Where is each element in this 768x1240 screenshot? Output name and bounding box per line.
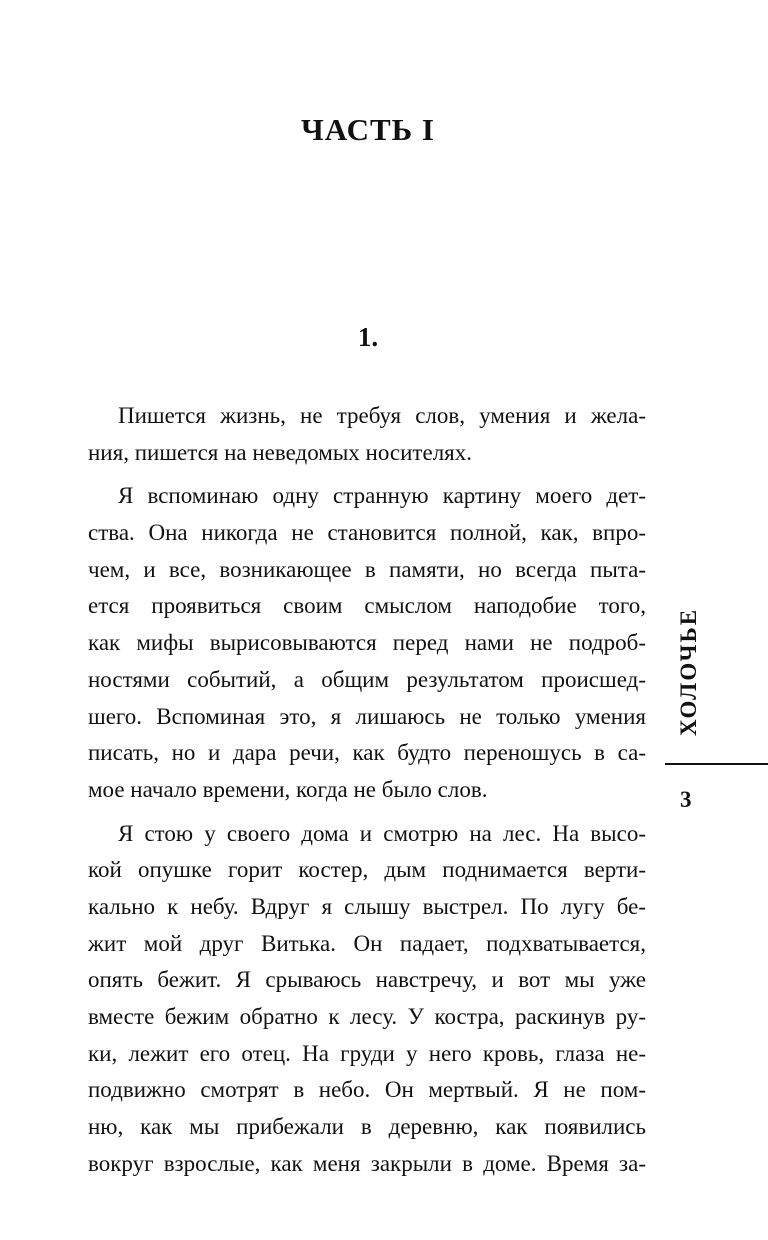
- text-line: мое начало времени, когда не было слов.: [88, 776, 488, 802]
- text-line: ки, лежит его отец. На груди у него кровь, глаза не-: [88, 1040, 646, 1066]
- margin-divider: [665, 763, 768, 765]
- text-line: писать, но и дара речи, как будто переношусь в са-: [88, 740, 646, 766]
- text-line: Я вспоминаю одну странную картину моего дет-: [118, 483, 646, 509]
- text-line: ню, как мы прибежали в деревню, как появились: [88, 1114, 646, 1140]
- text-line: ства. Она никогда не становится полной, как, впро-: [88, 520, 646, 546]
- text-line: Пишется жизнь, не требуя слов, умения и жела-: [118, 403, 646, 428]
- text-line: кой опушке горит костер, дым поднимается верти-: [88, 857, 646, 883]
- text-line: ется проявиться своим смыслом наподобие того,: [88, 593, 646, 619]
- body-text: [88, 398, 646, 1189]
- text-line: как мифы вырисовываются перед нами не подроб-: [88, 630, 646, 656]
- text-line: опять бежит. Я срываюсь навстречу, и вот мы уже: [88, 967, 646, 993]
- text-line: шего. Вспоминая это, я лишаюсь не только умения: [88, 703, 646, 729]
- text-line: Я стою у своего дома и смотрю на лес. На высо-: [118, 820, 646, 846]
- text-line: ностями событий, а общим результатом происшед-: [88, 666, 646, 692]
- page-number: 3: [680, 787, 692, 812]
- text-line: подвижно смотрят в небо. Он мертвый. Я не пом-: [88, 1077, 646, 1103]
- running-section-title: ХОЛОЧЬЕ: [676, 607, 701, 736]
- paragraph-3: [88, 816, 646, 1183]
- part-title: ЧАСТЬ I: [301, 112, 435, 147]
- chapter-number: 1.: [357, 322, 379, 352]
- paragraph-2: [88, 478, 646, 808]
- text-line: жит мой друг Витька. Он падает, подхватывается,: [88, 930, 646, 956]
- text-line: кально к небу. Вдруг я слышу выстрел. По лугу бе-: [88, 893, 646, 919]
- text-line: ния, пишется на неведомых носителях.: [88, 439, 473, 465]
- paragraph-1: [88, 398, 646, 471]
- text-line: вокруг взрослые, как меня закрыли в доме. Время за-: [88, 1150, 646, 1176]
- text-line: чем, и все, возникающее в памяти, но всегда пыта-: [88, 556, 646, 582]
- text-line: вместе бежим обратно к лесу. У костра, раскинув ру-: [88, 1004, 646, 1029]
